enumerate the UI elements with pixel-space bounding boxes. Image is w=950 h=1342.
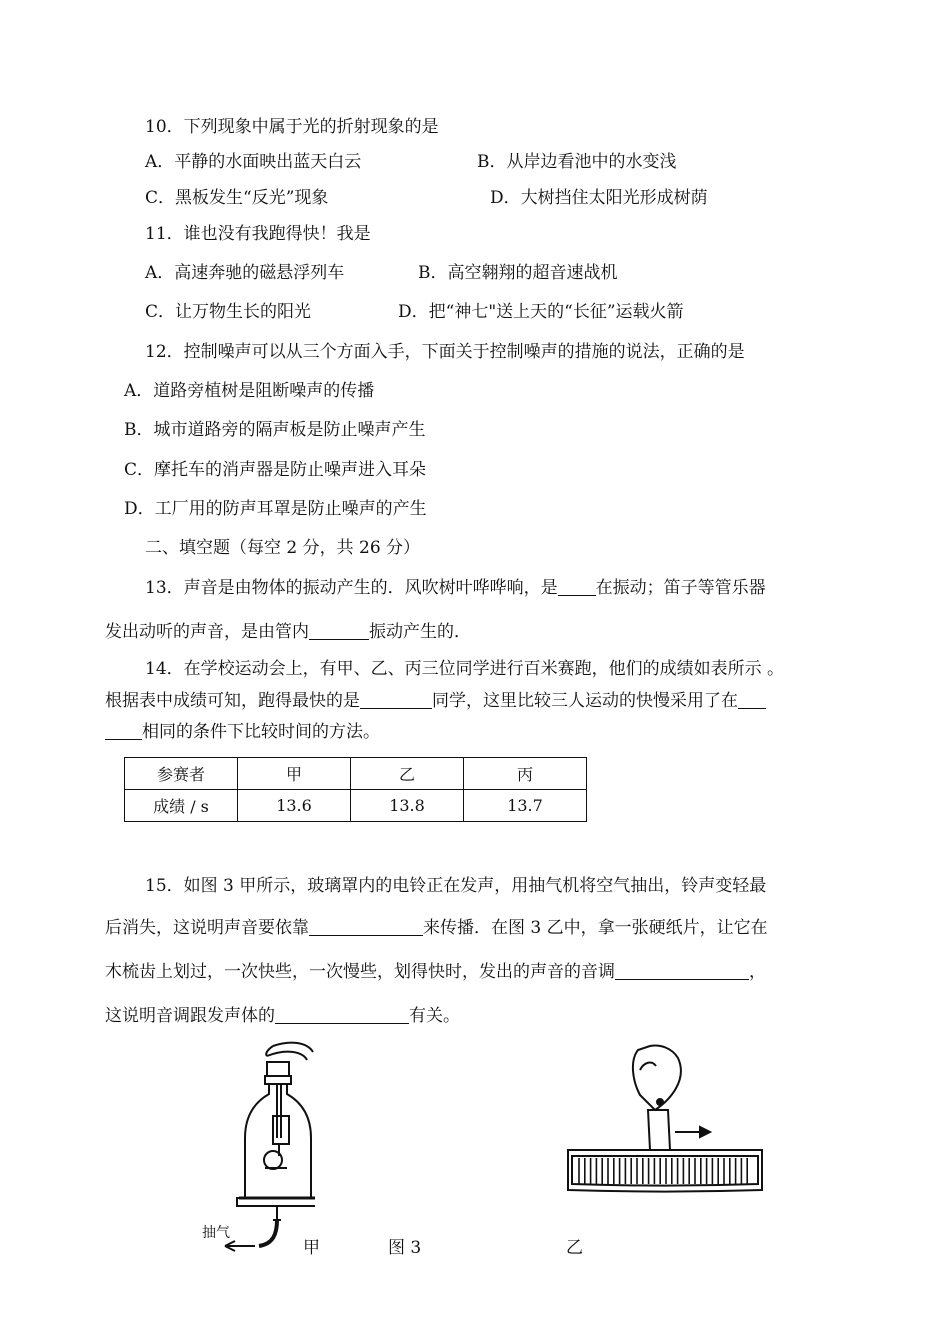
q15-text-2: 来传播．在图 3 乙中，拿一张硬纸片，让它在 bbox=[423, 918, 768, 938]
q10-stem: 10．下列现象中属于光的折射现象的是 bbox=[145, 117, 439, 137]
q12-stem: 12．控制噪声可以从三个方面入手，下面关于控制噪声的措施的说法，正确的是 bbox=[145, 342, 745, 362]
table-header-cell: 甲 bbox=[238, 758, 351, 790]
q15-text-6: 有关。 bbox=[409, 1006, 460, 1026]
q15-line3 bbox=[105, 960, 766, 984]
q15-line1: 15．如图 3 甲所示，玻璃罩内的电铃正在发声，用抽气机将空气抽出，铃声变轻最 bbox=[145, 876, 767, 896]
table-cell: 13.6 bbox=[238, 790, 351, 822]
q15-text-1: 后消失，这说明声音要依靠 bbox=[105, 918, 309, 938]
q10-option-c: C．黑板发生“反光”现象 bbox=[145, 188, 329, 208]
q15-text-5: 这说明音调跟发声体的 bbox=[105, 1006, 275, 1026]
q15-line2 bbox=[105, 916, 768, 940]
q13-line2 bbox=[105, 620, 471, 644]
q14-text-3: 相同的条件下比较时间的方法。 bbox=[142, 722, 380, 742]
q10-option-b: B．从岸边看池中的水变浅 bbox=[477, 152, 677, 172]
q13-blank-2[interactable] bbox=[309, 621, 369, 640]
q14-line3 bbox=[105, 720, 380, 744]
q13-text-4: 振动产生的． bbox=[369, 622, 471, 642]
table-row bbox=[125, 790, 587, 822]
table-cell: 成绩 / s bbox=[125, 790, 238, 822]
q12-option-c: C．摩托车的消声器是防止噪声进入耳朵 bbox=[124, 460, 427, 480]
q11-stem: 11．谁也没有我跑得快！我是 bbox=[145, 224, 371, 244]
figure-title: 图 3 bbox=[388, 1238, 422, 1258]
q11-option-b: B．高空翱翔的超音速战机 bbox=[418, 263, 618, 283]
q15-line4 bbox=[105, 1004, 460, 1028]
q13-line1 bbox=[145, 576, 766, 600]
table-header-cell: 丙 bbox=[464, 758, 587, 790]
q14-text-1: 根据表中成绩可知，跑得最快的是 bbox=[105, 691, 360, 711]
q14-line1: 14．在学校运动会上，有甲、乙、丙三位同学进行百米赛跑，他们的成绩如表所示 。 bbox=[145, 659, 785, 679]
figure-right-caption: 乙 bbox=[566, 1238, 583, 1258]
q15-blank-3[interactable] bbox=[275, 1005, 409, 1024]
results-table bbox=[124, 757, 587, 822]
q12-option-b: B．城市道路旁的隔声板是防止噪声产生 bbox=[124, 420, 426, 440]
table-cell: 13.7 bbox=[464, 790, 587, 822]
q11-option-d: D．把“神七"送上天的“长征”运载火箭 bbox=[398, 302, 684, 322]
table-cell: 13.8 bbox=[351, 790, 464, 822]
q15-blank-1[interactable] bbox=[309, 917, 423, 936]
q12-option-d: D．工厂用的防声耳罩是防止噪声的产生 bbox=[124, 499, 427, 519]
q14-blank-2b[interactable] bbox=[105, 721, 142, 740]
q13-blank-1[interactable] bbox=[558, 577, 596, 596]
q14-blank-1[interactable] bbox=[360, 690, 432, 709]
table-header-row bbox=[125, 758, 587, 790]
q11-option-c: C．让万物生长的阳光 bbox=[145, 302, 312, 322]
q12-option-a: A．道路旁植树是阻断噪声的传播 bbox=[124, 381, 375, 401]
q15-text-4: ， bbox=[749, 962, 766, 982]
q10-option-d: D．大树挡住太阳光形成树荫 bbox=[490, 188, 708, 208]
q15-blank-2[interactable] bbox=[615, 961, 749, 980]
q14-line2 bbox=[105, 689, 766, 713]
figure-left-caption: 甲 bbox=[303, 1238, 320, 1258]
q10-option-a: A．平静的水面映出蓝天白云 bbox=[145, 152, 362, 172]
q14-text-2: 同学，这里比较三人运动的快慢采用了在 bbox=[432, 691, 738, 711]
q15-text-3: 木梳齿上划过，一次快些，一次慢些，划得快时，发出的声音的音调 bbox=[105, 962, 615, 982]
section-heading: 二、填空题（每空 2 分，共 26 分） bbox=[145, 538, 421, 558]
q13-text-3: 发出动听的声音，是由管内 bbox=[105, 622, 309, 642]
table-header-cell: 参赛者 bbox=[125, 758, 238, 790]
comb-teeth bbox=[575, 1158, 755, 1188]
q13-text-1: 13．声音是由物体的振动产生的．风吹树叶哗哗响，是 bbox=[145, 578, 558, 598]
table-header-cell: 乙 bbox=[351, 758, 464, 790]
q14-blank-2a[interactable] bbox=[738, 690, 766, 709]
pump-label: 抽气 bbox=[202, 1225, 230, 1241]
q13-text-2: 在振动；笛子等管乐器 bbox=[595, 578, 766, 598]
q11-option-a: A．高速奔驰的磁悬浮列车 bbox=[145, 263, 345, 283]
